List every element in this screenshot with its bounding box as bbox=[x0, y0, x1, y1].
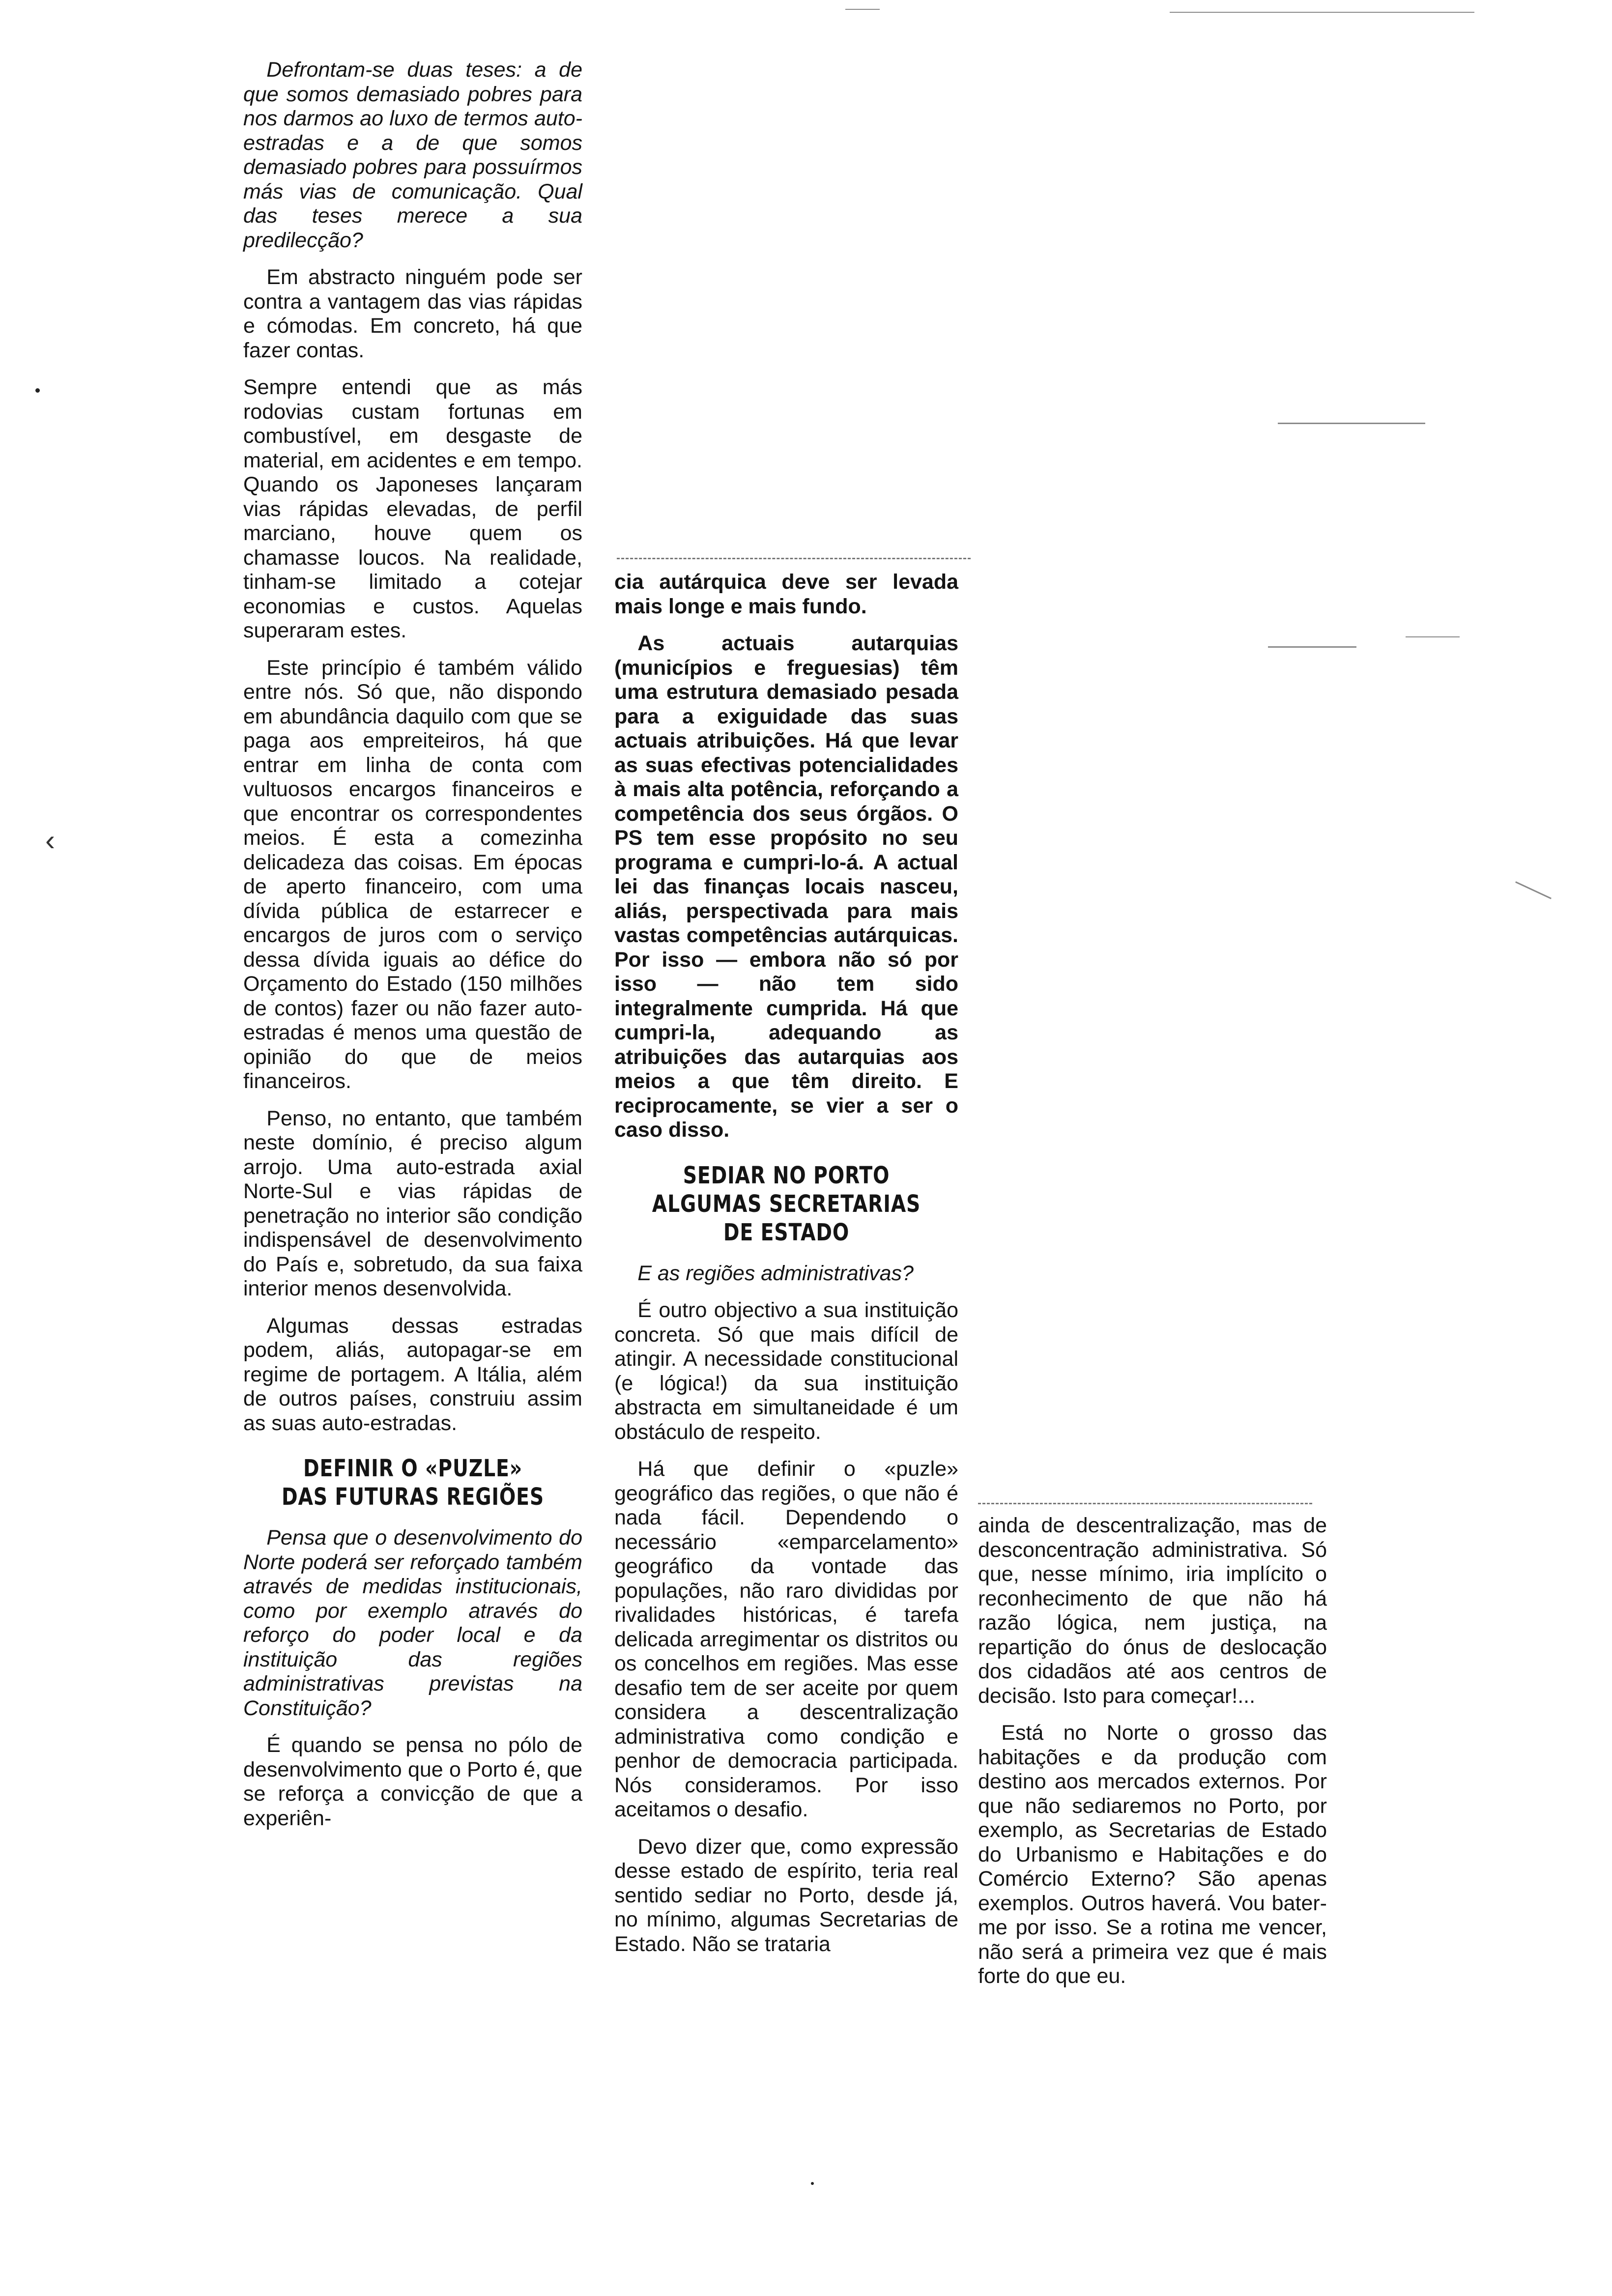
question-paragraph: Defrontam-se duas teses: a de que somos demasiado pobres para nos darmos ao luxo de termos auto-estradas e a de que somos demasiado pobres para possuírmos más vias de comunicação. Qual das teses merece a sua predilecção? bbox=[243, 58, 582, 252]
scan-speck bbox=[811, 2182, 814, 2185]
section-heading-line: DEFINIR O «PUZLE» bbox=[303, 1455, 522, 1482]
section-heading-line: SEDIAR NO PORTO bbox=[683, 1161, 890, 1189]
article-column-1 bbox=[243, 58, 582, 1831]
margin-rule-1 bbox=[1278, 423, 1425, 424]
body-paragraph: Este princípio é também válido entre nós. Só que, não dispondo em abundância daquilo com que se paga aos empreiteiros, há que entrar em linha de conta com vultuosos encargos financeiros e que encontrar os correspondentes meios. É esta a comezinha delicadeza das coisas. Em épocas de aperto financeiro, com uma dívida pública de estarrecer e encargos de juros com o serviço dessa dívida iguais ao défice do Orçamento do Estado (150 milhões de contos) fazer ou não fazer auto-estradas é menos uma questão de opinião do que de meios financeiros. bbox=[243, 656, 582, 1093]
body-paragraph: Devo dizer que, como expressão desse estado de espírito, teria real sentido sediar no Porto, desde já, no mínimo, algumas Secretarias de Estado. Não se trataria bbox=[614, 1835, 958, 1956]
section-heading bbox=[645, 1161, 927, 1247]
section-heading-line: ALGUMAS SECRETARIAS bbox=[652, 1190, 921, 1218]
margin-rule-4 bbox=[1515, 881, 1552, 899]
question-paragraph: Pensa que o desenvolvimento do Norte poderá ser reforçado também através de medidas institucionais, como por exemplo através do reforço do poder local e da instituição das regiões administrativas previstas na Constituição? bbox=[243, 1526, 582, 1720]
section-heading bbox=[274, 1454, 552, 1511]
margin-rule-2 bbox=[1268, 646, 1356, 648]
body-paragraph: Há que definir o «puzle» geográfico das regiões, o que não é nada fácil. Dependendo o necessário «emparcelamento» geográfico da vontade das populações, não raro divididas por rivalidades históricas, é tarefa delicada arregimentar os distritos ou os concelhos em regiões. Mas esse desafio tem de ser aceite por quem considera a descentralização administrativa como condição e penhor de democracia participada. Nós consideramos. Por isso aceitamos o desafio. bbox=[614, 1457, 958, 1821]
article-column-3 bbox=[978, 1514, 1327, 1989]
scan-mark: ‹ bbox=[45, 824, 55, 857]
top-rule-long bbox=[1170, 12, 1474, 13]
article-column-2 bbox=[614, 570, 958, 1956]
body-paragraph: Penso, no entanto, que também neste domínio, é preciso algum arrojo. Uma auto-estrada axial Norte-Sul e vias rápidas de penetração no interior são condição indispensável de desenvolvimento do País e, sobretudo, da sua faixa interior menos desenvolvida. bbox=[243, 1106, 582, 1300]
body-paragraph: ainda de descentralização, mas de desconcentração administrativa. Só que, nesse mínimo, iria implícito o reconhecimento de que não há razão lógica, nem justiça, na repartição do ónus de deslocação dos cidadãos até aos centros de decisão. Isto para começar!... bbox=[978, 1514, 1327, 1708]
body-paragraph: Em abstracto ninguém pode ser contra a vantagem das vias rápidas e cómodas. Em concreto, há que fazer contas. bbox=[243, 265, 582, 362]
body-paragraph: cia autárquica deve ser levada mais longe e mais fundo. bbox=[614, 570, 958, 618]
body-paragraph: Sempre entendi que as más rodovias custam fortunas em combustível, em desgaste de material, em acidentes e em tempo. Quando os Japoneses lançaram vias rápidas elevadas, de perfil marciano, houve quem os chamasse loucos. Na realidade, tinham-se limitado a cotejar economias e custos. Aquelas superaram estes. bbox=[243, 375, 582, 642]
scan-speck bbox=[35, 388, 40, 393]
section-heading-line: DE ESTADO bbox=[723, 1218, 850, 1246]
body-paragraph: As actuais autarquias (municípios e freguesias) têm uma estrutura demasiado pesada para a exiguidade das suas actuais atribuições. Há que levar as suas efectivas potencialidades à mais alta potência, reforçando a competência dos seus órgãos. O PS tem esse propósito no seu programa e cumpri-lo-á. A actual lei das finanças locais nasceu, aliás, perspectivada para mais vastas competências autárquicas. Por isso — embora não só por isso — não tem sido integralmente cumprida. Há que cumpri-la, adequando as atribuições das autarquias aos meios a que têm direito. E reciprocamente, se vier a ser o caso disso. bbox=[614, 631, 958, 1142]
question-paragraph: E as regiões administrativas? bbox=[637, 1261, 914, 1285]
section-heading-line: DAS FUTURAS REGIÕES bbox=[281, 1483, 545, 1511]
body-paragraph: Está no Norte o grosso das habitações e da produção com destino aos mercados externos. Por que não sediaremos no Porto, por exemplo, as Secretarias de Estado do Urbanismo e Habitações e do Comércio Externo? São apenas exemplos. Outros haverá. Vou bater-me por isso. Se a rotina me vencer, não será a primeira vez que é mais forte do que eu. bbox=[978, 1721, 1327, 1988]
col2-top-dashed-edge bbox=[617, 558, 971, 559]
body-paragraph: É outro objectivo a sua instituição concreta. Só que mais difícil de atingir. A necessidade constitucional (e lógica!) da sua instituição abstracta em simultaneidade é um obstáculo de respeito. bbox=[614, 1298, 958, 1444]
body-paragraph: Algumas dessas estradas podem, aliás, autopagar-se em regime de portagem. A Itália, além de outros países, construiu assim as suas auto-estradas. bbox=[243, 1314, 582, 1435]
col3-top-dashed-edge bbox=[978, 1503, 1312, 1504]
body-paragraph: É quando se pensa no pólo de desenvolvimento que o Porto é, que se reforça a convicção de que a experiên- bbox=[243, 1733, 582, 1830]
margin-rule-3 bbox=[1406, 636, 1460, 637]
top-rule-short bbox=[845, 9, 880, 10]
